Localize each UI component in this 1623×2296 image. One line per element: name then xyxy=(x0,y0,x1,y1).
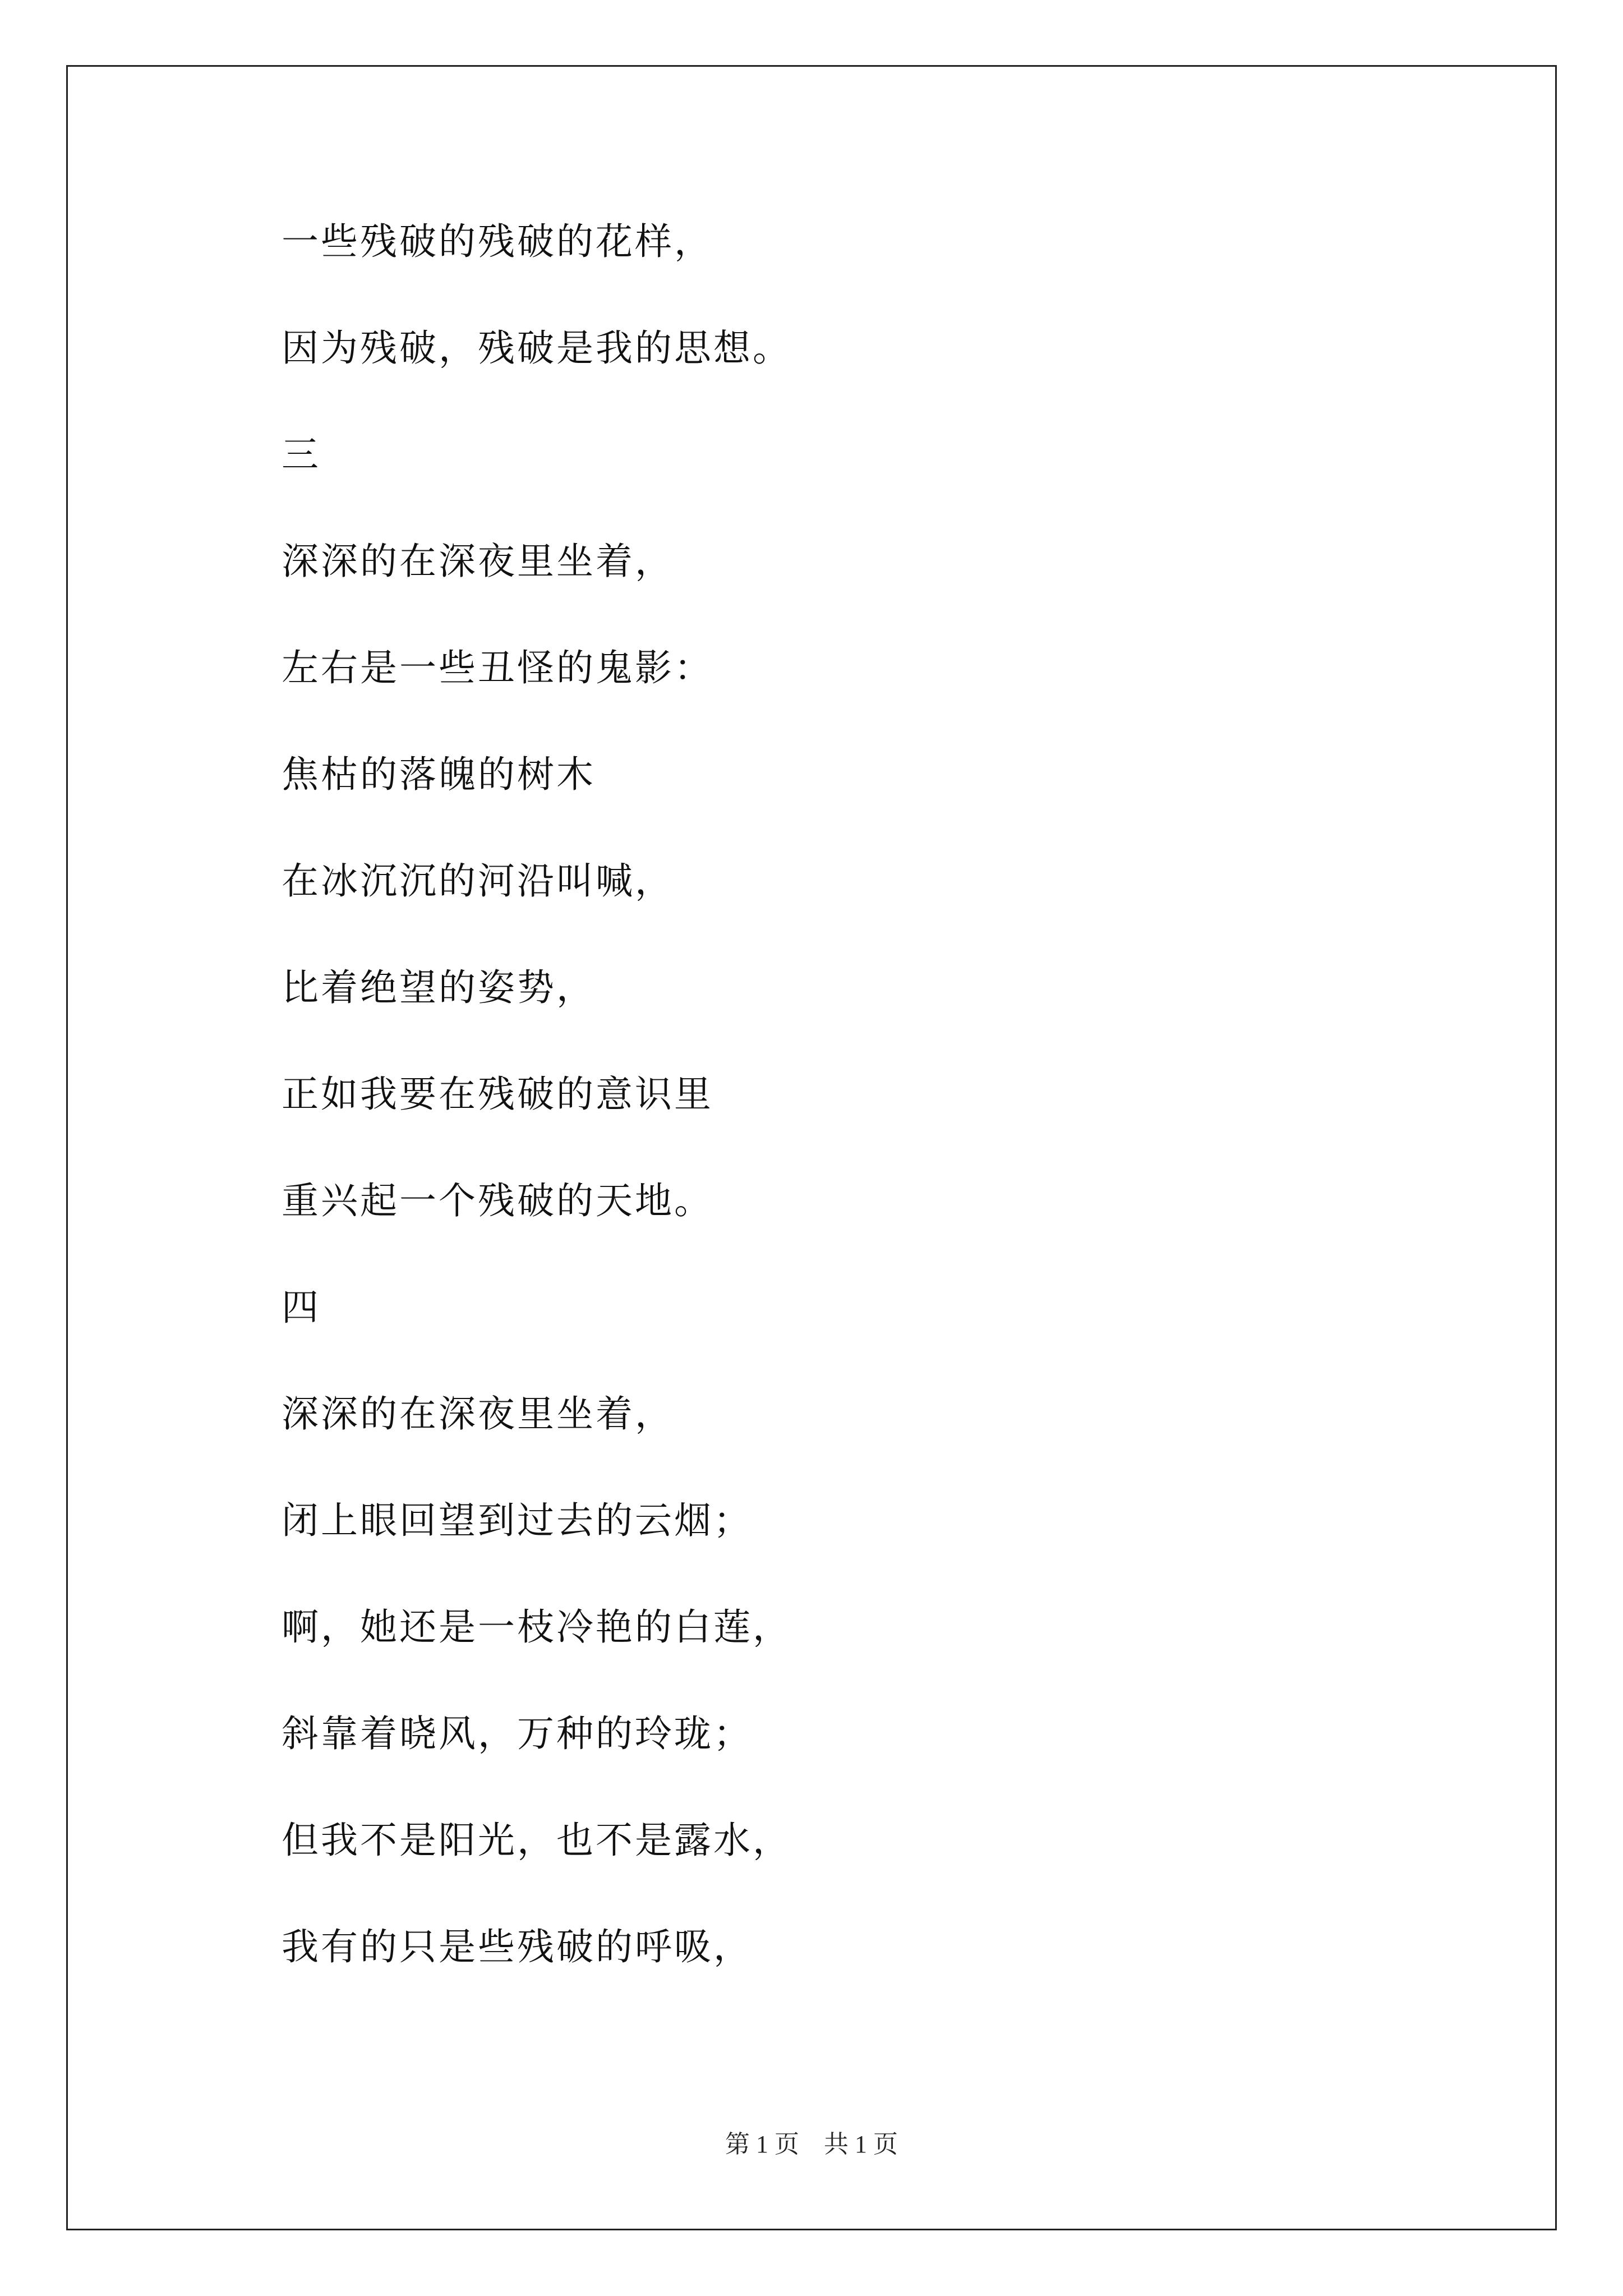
poem-line: 深深的在深夜里坐着， xyxy=(282,540,674,583)
poem-line: 左右是一些丑怪的鬼影： xyxy=(282,646,713,689)
poem-line: 斜靠着晓风，万种的玲珑； xyxy=(282,1712,753,1755)
section-heading: 四 xyxy=(282,1286,321,1329)
page-number-footer: 第 1 页 共 1 页 xyxy=(725,2131,898,2158)
poem-line: 闭上眼回望到过去的云烟； xyxy=(282,1499,753,1542)
poem-line: 但我不是阳光，也不是露水， xyxy=(282,1819,792,1862)
poem-line: 啊，她还是一枝冷艳的白莲， xyxy=(282,1605,792,1649)
poem-line: 焦枯的落魄的树木 xyxy=(282,753,596,796)
poem-line: 重兴起一个残破的天地。 xyxy=(282,1179,713,1222)
poem-body xyxy=(282,220,1459,2035)
poem-line: 一些残破的残破的花样， xyxy=(282,220,713,263)
poem-line: 在冰沉沉的河沿叫喊， xyxy=(282,859,674,903)
poem-line: 因为残破，残破是我的思想。 xyxy=(282,326,792,370)
poem-line: 比着绝望的姿势， xyxy=(282,966,596,1009)
section-heading: 三 xyxy=(282,433,321,476)
poem-line: 我有的只是些残破的呼吸， xyxy=(282,1925,753,1968)
poem-line: 正如我要在残破的意识里 xyxy=(282,1073,713,1116)
poem-line: 深深的在深夜里坐着， xyxy=(282,1392,674,1435)
